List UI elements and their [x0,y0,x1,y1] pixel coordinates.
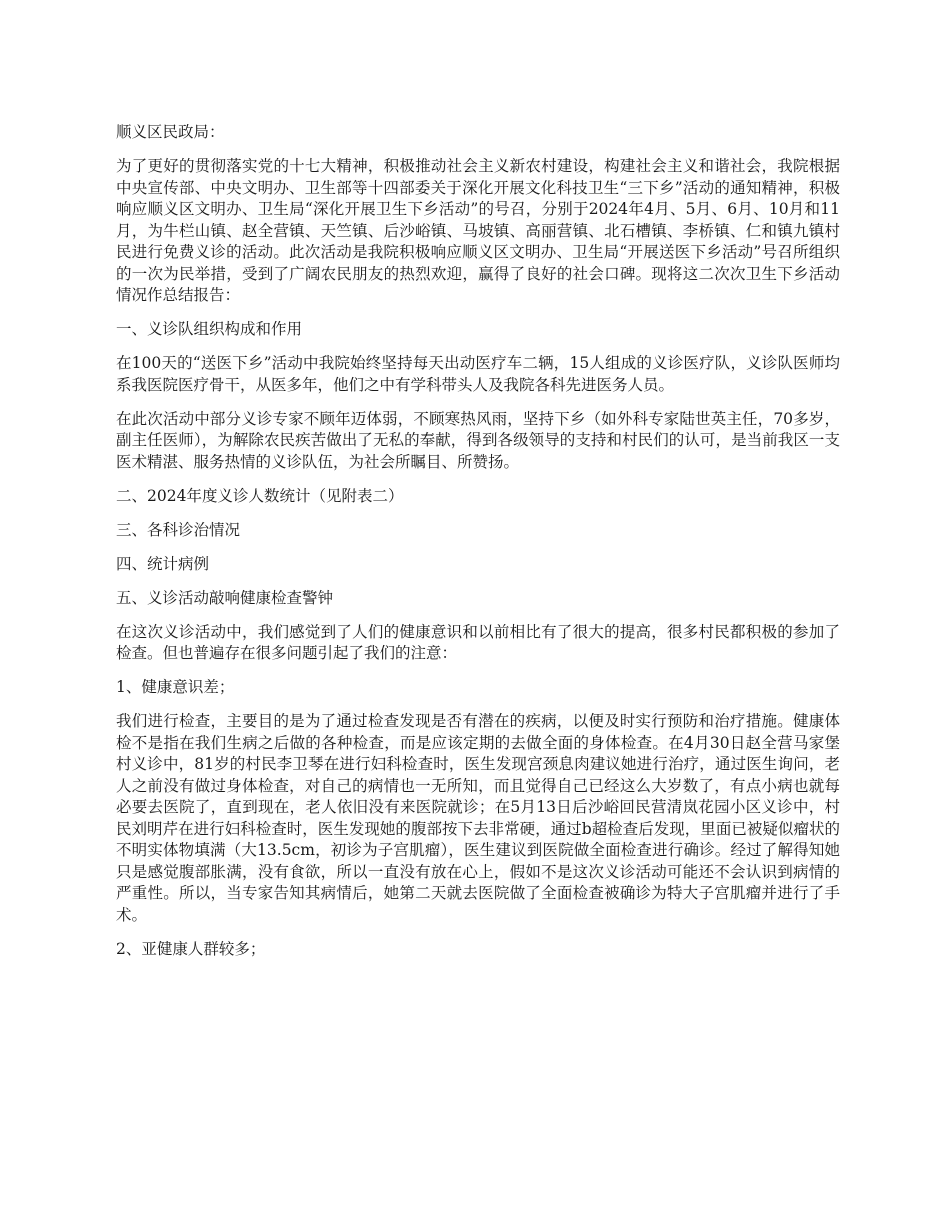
section1-paragraph-2: 在此次活动中部分义诊专家不顾年迈体弱，不顾寒热风雨，坚持下乡（如外科专家陆世英主任，70多岁，副主任医师），为解除农民疾苦做出了无私的奉献，得到各级领导的支持和村民们的认可，是当前我区一支医术精湛、服务热情的义诊队伍，为社会所瞩目、所赞扬。 [116,409,840,471]
document-page [116,122,840,973]
item-heading-1: 1、健康意识差； [116,678,235,696]
item-heading-2: 2、亚健康人群较多； [116,939,266,958]
section-heading-1: 一、义诊队组织构成和作用 [116,320,303,338]
section-heading-4: 四、统计病例 [116,554,210,573]
section1-paragraph-1: 在100天的“送医下乡”活动中我院始终坚持每天出动医疗车二辆，15人组成的义诊医疗队，义诊队医师均系我医院医疗骨干，从医多年，他们之中有学科带头人及我院各科先进医务人员。 [116,354,840,394]
salutation: 顺义区民政局： [116,123,225,141]
intro-paragraph: 为了更好的贯彻落实党的十七大精神，积极推动社会主义新农村建设，构建社会主义和谐社会，我院根据中央宣传部、中央文明办、卫生部等十四部委关于深化开展文化科技卫生“三下乡”活动的通知精神，积极响应顺义区文明办、卫生局“深化开展卫生下乡活动”的号召，分别于2024年4月、5月、6月、10月和11月，为牛栏山镇、赵全营镇、天竺镇、后沙峪镇、马坡镇、高丽营镇、北石槽镇、李桥镇、仁和镇九镇村民进行免费义诊的活动。此次活动是我院积极响应顺义区文明办、卫生局“开展送医下乡活动”号召所组织的一次为民举措，受到了广阔农民朋友的热烈欢迎，赢得了良好的社会口碑。现将这二次次卫生下乡活动情况作总结报告： [116,157,840,304]
section-heading-3: 三、各科诊治情况 [116,520,241,539]
section-heading-5: 五、义诊活动敲响健康检查警钟 [116,588,334,607]
item1-body: 我们进行检查，主要目的是为了通过检查发现是否有潜在的疾病，以便及时实行预防和治疗措施。健康体检不是指在我们生病之后做的各种检查，而是应该定期的去做全面的身体检查。在4月30日赵全营马家堡村义诊中，81岁的村民李卫琴在进行妇科检查时，医生发现宫颈息肉建议她进行治疗，通过医生询问，老人之前没有做过身体检查，对自己的病情也一无所知，而且觉得自己已经这么大岁数了，有点小病也就每必要去医院了，直到现在，老人依旧没有来医院就诊；在5月13日后沙峪回民营清岚花园小区义诊中，村民刘明芹在进行妇科检查时，医生发现她的腹部按下去非常硬，通过b超检查后发现，里面已被疑似瘤状的不明实体物填满（大13.5cm，初诊为子宫肌瘤），医生建议到医院做全面检查进行确诊。经过了解得知她只是感觉腹部胀满，没有食欲，所以一直没有放在心上，假如不是这次义诊活动可能还不会认识到病情的严重性。所以，当专家告知其病情后，她第二天就去医院做了全面检查被确诊为特大子宫肌瘤并进行了手术。 [116,712,840,924]
section-heading-2: 二、2024年度义诊人数统计（见附表二） [116,486,404,505]
section5-paragraph-1: 在这次义诊活动中，我们感觉到了人们的健康意识和以前相比有了很大的提高，很多村民都积极的参加了检查。但也普遍存在很多问题引起了我们的注意： [116,622,840,662]
